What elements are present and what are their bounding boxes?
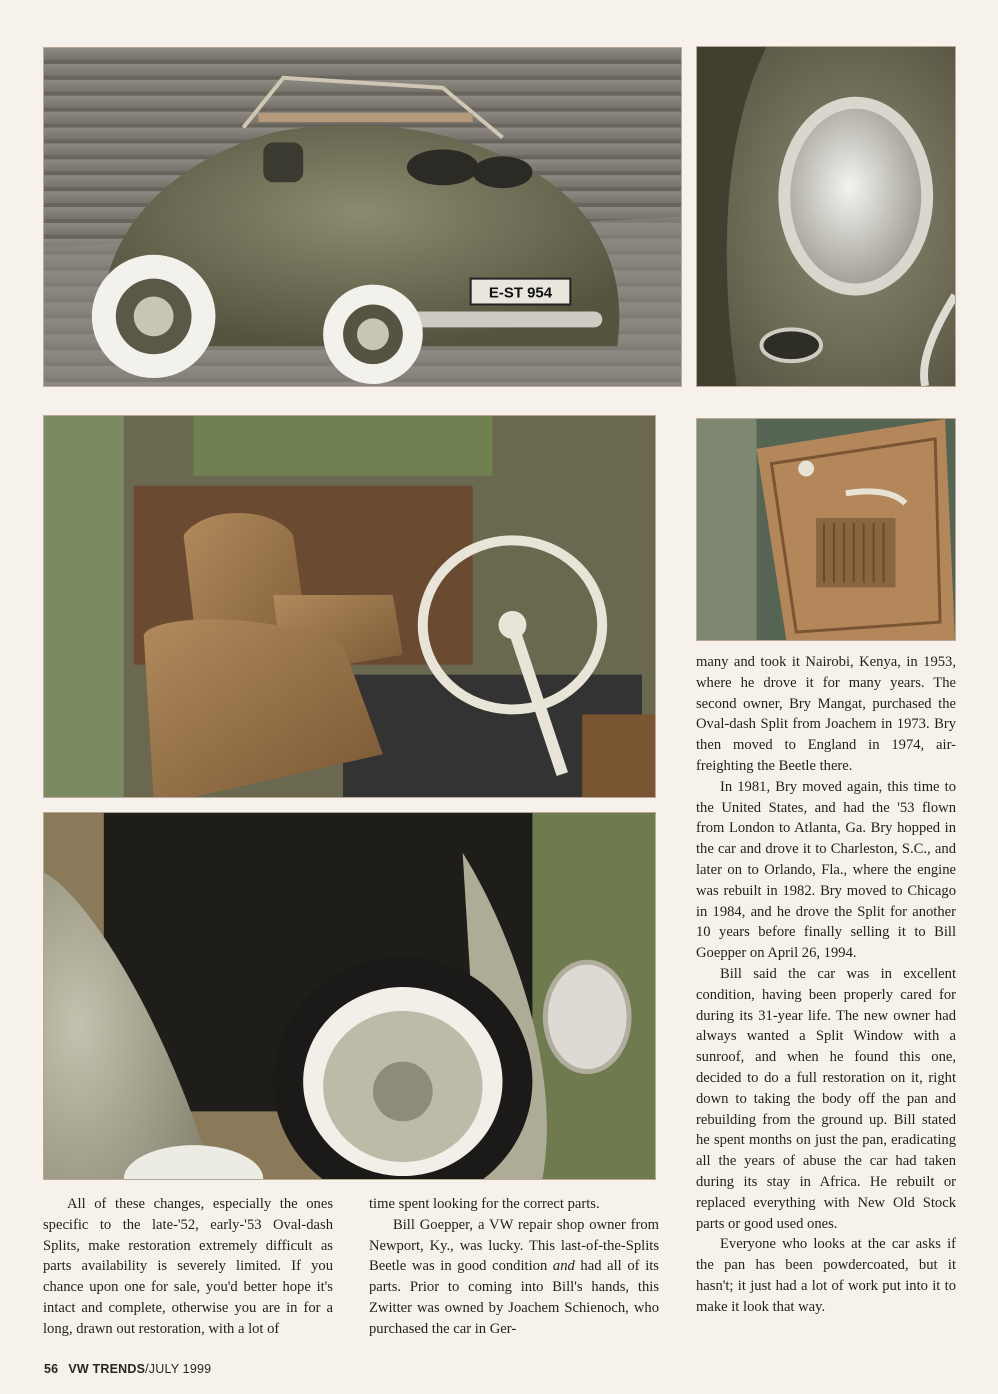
article-paragraph	[369, 1215, 659, 1340]
interior-illustration	[44, 416, 655, 797]
rear-view-illustration	[44, 48, 681, 386]
article-paragraph: many and took it Nairobi, Kenya, in 1953, where he drove it for many years. The second owner, Bry Mangat, purchased the Oval-dash Split from Joachem in 1973. Bry then moved to England in 1974, air-freighting the Beetle there.	[696, 654, 956, 774]
article-paragraph: In 1981, Bry moved again, this time to the United States, and had the '53 flown from London to Atlanta, Ga. Bry hopped in the car and drove it to Charleston, S.C., and later on to Orlando, Fla., where the engine was rebuilt in 1982. Bry moved to Chicago in 1984, and he drove the Split for another 10 years before finally selling it to Bill Goepper on April 26, 1994.	[696, 778, 956, 962]
door-panel-illustration	[697, 419, 955, 640]
rear-view-photo	[43, 47, 682, 387]
door-panel-photo	[696, 418, 956, 641]
headlight-photo	[696, 46, 956, 387]
article-paragraph: time spent looking for the correct parts.	[369, 1196, 600, 1212]
article-paragraph: Everyone who looks at the car asks if the pan has been powdercoated, but it hasn't; it just had a lot of work put into it to make it look that way.	[696, 1236, 956, 1315]
license-plate-text: E-ST 954	[488, 284, 553, 302]
article-paragraph: Bill said the car was in excellent condition, having been properly cared for during its 31-year life. The new owner had always wanted a Split Window with a sunroof, and when he found this one, decided to do a full restoration on it, right down to taking the body off the pan and rebuilding from the ground up. Bill stated he spent months on just the pan, eradicating all the years of abuse the car had taken during its stay in Africa. He rebuilt or replaced everything with New Old Stock parts or good used ones.	[696, 965, 956, 1232]
issue-date: /JULY 1999	[145, 1362, 212, 1376]
article-text: Bill Goepper, a VW repair shop owner from Newport, Ky., was lucky. This last-of-the-Splits Beetle was in good condition	[369, 1216, 659, 1275]
trunk-illustration	[44, 813, 655, 1179]
article-emphasis: and	[552, 1258, 575, 1275]
page-folio	[44, 1362, 211, 1376]
article-column-2	[369, 1194, 659, 1340]
article-column-3	[696, 652, 956, 1318]
article-column-1	[43, 1194, 333, 1340]
headlight-illustration	[697, 47, 955, 386]
trunk-photo	[43, 812, 656, 1180]
magazine-name: VW TRENDS	[68, 1362, 146, 1376]
page-number: 56	[44, 1362, 59, 1376]
interior-photo	[43, 415, 656, 798]
article-paragraph: All of these changes, especially the ones specific to the late-'52, early-'53 Oval-dash Splits, make restoration extremely difficult as parts availability is severely limited. If you chance upon one for sale, you'd better hope it's intact and complete, otherwise you are in for a long, drawn out restoration, with a lot of	[43, 1196, 333, 1337]
article-text: had all of its parts. Prior to coming into Bill's hands, this Zwitter was owned by Joachem Schienoch, who purchased the car in Ger-	[369, 1258, 659, 1337]
